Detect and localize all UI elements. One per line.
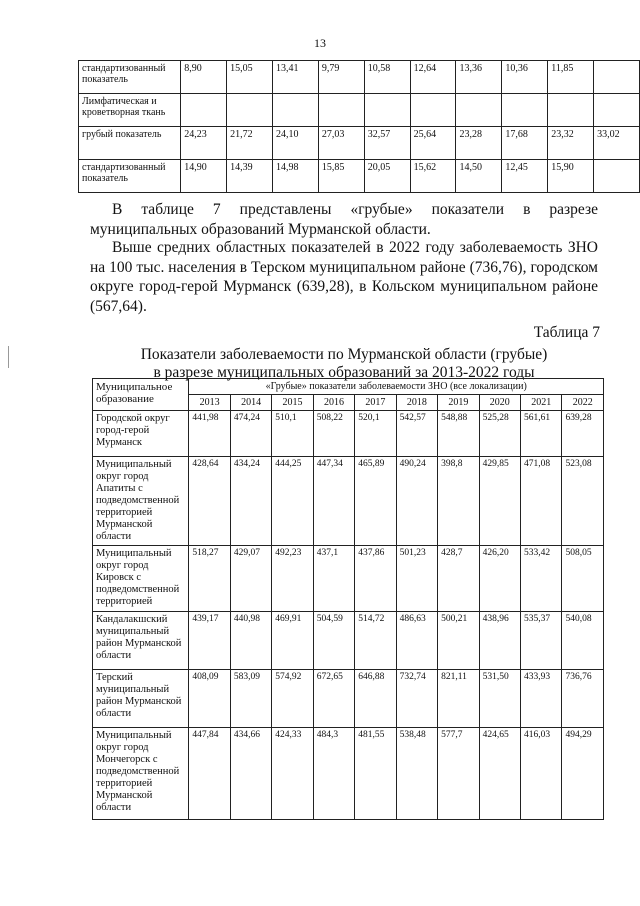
cell-value: [410, 94, 456, 127]
cell-value: [456, 94, 502, 127]
municipality-name: Терский муниципальный район Мурманской области: [93, 670, 189, 728]
table-continuation: [78, 60, 640, 193]
cell-value: 508,05: [562, 546, 604, 612]
year-header: 2018: [396, 395, 437, 411]
year-header: 2016: [313, 395, 354, 411]
municipality-name: Муниципальный округ город Апатиты с подведомственной территорией Мурманской области: [93, 457, 189, 546]
page-number: 13: [314, 36, 326, 50]
cell-value: 538,48: [396, 728, 437, 820]
cell-value: 23,28: [456, 127, 502, 160]
cell-value: 33,02: [594, 127, 640, 160]
paragraph-summary: Выше средних областных показателей в 2022 году заболеваемость ЗНО на 100 тыс. населения в Терском муниципальном районе (736,76), городском округе город-герой Мурманск (639,28), в Кольском муниципальном районе (567,64).: [90, 239, 598, 315]
cell-value: 9,79: [318, 61, 364, 94]
cell-value: 540,08: [562, 612, 604, 670]
cell-value: 424,33: [272, 728, 313, 820]
year-header: 2013: [189, 395, 230, 411]
cell-value: 561,61: [521, 411, 562, 457]
cell-value: 12,64: [410, 61, 456, 94]
cell-value: 20,05: [364, 160, 410, 193]
paragraph-intro: В таблице 7 представлены «грубые» показатели в разрезе муниципальных образований Мурманской области.: [90, 201, 598, 238]
cell-value: 32,57: [364, 127, 410, 160]
cell-value: 439,17: [189, 612, 230, 670]
row-label: стандартизованный показатель: [79, 61, 181, 94]
cell-value: 492,23: [272, 546, 313, 612]
cell-value: 14,90: [181, 160, 227, 193]
year-header: 2014: [230, 395, 271, 411]
cell-value: 501,23: [396, 546, 437, 612]
municipality-name: Муниципальный округ город Мончегорск с подведомственной территорией Мурманской области: [93, 728, 189, 820]
cell-value: 518,27: [189, 546, 230, 612]
table-row: [93, 457, 604, 546]
table-row: [93, 612, 604, 670]
municipality-name: Городской округ город-герой Мурманск: [93, 411, 189, 457]
cell-value: 398,8: [438, 457, 479, 546]
cell-value: 429,07: [230, 546, 271, 612]
cell-value: 531,50: [479, 670, 520, 728]
cell-value: [502, 94, 548, 127]
cell-value: 736,76: [562, 670, 604, 728]
cell-value: [594, 61, 640, 94]
cell-value: 523,08: [562, 457, 604, 546]
cell-value: [227, 94, 273, 127]
cell-value: 434,66: [230, 728, 271, 820]
table-title-line-1: Показатели заболеваемости по Мурманской области (грубые): [140, 346, 548, 363]
col-header-municipality: Муниципальное образование: [93, 379, 189, 411]
cell-value: 25,64: [410, 127, 456, 160]
cell-value: 490,24: [396, 457, 437, 546]
group-header: «Грубые» показатели заболеваемости ЗНО (все локализации): [189, 379, 604, 395]
margin-mark: [8, 346, 9, 368]
cell-value: 10,58: [364, 61, 410, 94]
cell-value: 583,09: [230, 670, 271, 728]
cell-value: 577,7: [438, 728, 479, 820]
cell-value: 525,28: [479, 411, 520, 457]
year-header: 2019: [438, 395, 479, 411]
cell-value: 428,7: [438, 546, 479, 612]
cell-value: 17,68: [502, 127, 548, 160]
cell-value: 542,57: [396, 411, 437, 457]
cell-value: 21,72: [227, 127, 273, 160]
cell-value: 481,55: [355, 728, 396, 820]
cell-value: 672,65: [313, 670, 354, 728]
cell-value: 732,74: [396, 670, 437, 728]
table-title: [90, 346, 598, 382]
cell-value: 494,29: [562, 728, 604, 820]
cell-value: 15,05: [227, 61, 273, 94]
table-row: [79, 61, 640, 94]
cell-value: [272, 94, 318, 127]
municipality-name: Муниципальный округ город Кировск с подведомственной территорией: [93, 546, 189, 612]
cell-value: 465,89: [355, 457, 396, 546]
cell-value: 424,65: [479, 728, 520, 820]
table-row: [79, 127, 640, 160]
year-header: 2017: [355, 395, 396, 411]
cell-value: 416,03: [521, 728, 562, 820]
cell-value: [318, 94, 364, 127]
cell-value: 10,36: [502, 61, 548, 94]
cell-value: 447,34: [313, 457, 354, 546]
year-header: 2020: [479, 395, 520, 411]
cell-value: 429,85: [479, 457, 520, 546]
cell-value: 514,72: [355, 612, 396, 670]
cell-value: 474,24: [230, 411, 271, 457]
cell-value: 15,62: [410, 160, 456, 193]
cell-value: 13,41: [272, 61, 318, 94]
table-row: [93, 728, 604, 820]
cell-value: 535,37: [521, 612, 562, 670]
cell-value: 441,98: [189, 411, 230, 457]
cell-value: 437,1: [313, 546, 354, 612]
cell-value: 438,96: [479, 612, 520, 670]
cell-value: [594, 94, 640, 127]
cell-value: 24,10: [272, 127, 318, 160]
cell-value: 548,88: [438, 411, 479, 457]
cell-value: 486,63: [396, 612, 437, 670]
cell-value: 484,3: [313, 728, 354, 820]
cell-value: [594, 160, 640, 193]
year-header: 2015: [272, 395, 313, 411]
cell-value: 437,86: [355, 546, 396, 612]
row-label: стандартизованный показатель: [79, 160, 181, 193]
cell-value: 646,88: [355, 670, 396, 728]
cell-value: 8,90: [181, 61, 227, 94]
cell-value: 23,32: [548, 127, 594, 160]
table-row: [93, 670, 604, 728]
cell-value: 11,85: [548, 61, 594, 94]
row-label: Лимфатическая и кроветворная ткань: [79, 94, 181, 127]
cell-value: [181, 94, 227, 127]
table-row: [93, 411, 604, 457]
cell-value: 504,59: [313, 612, 354, 670]
cell-value: 433,93: [521, 670, 562, 728]
cell-value: 27,03: [318, 127, 364, 160]
municipality-name: Кандалакшский муниципальный район Мурманской области: [93, 612, 189, 670]
cell-value: 14,98: [272, 160, 318, 193]
table-title-line-2: в разрезе муниципальных образований за 2013-2022 годы: [153, 364, 535, 381]
cell-value: 510,1: [272, 411, 313, 457]
table-7: [92, 378, 604, 820]
cell-value: 469,91: [272, 612, 313, 670]
cell-value: 639,28: [562, 411, 604, 457]
cell-value: 500,21: [438, 612, 479, 670]
cell-value: 434,24: [230, 457, 271, 546]
year-header: 2022: [562, 395, 604, 411]
cell-value: 13,36: [456, 61, 502, 94]
cell-value: 508,22: [313, 411, 354, 457]
table-row: [79, 94, 640, 127]
cell-value: 821,11: [438, 670, 479, 728]
cell-value: [548, 94, 594, 127]
cell-value: 14,39: [227, 160, 273, 193]
row-label: грубый показатель: [79, 127, 181, 160]
cell-value: 15,85: [318, 160, 364, 193]
cell-value: [364, 94, 410, 127]
year-header: 2021: [521, 395, 562, 411]
cell-value: 12,45: [502, 160, 548, 193]
cell-value: 408,09: [189, 670, 230, 728]
cell-value: 15,90: [548, 160, 594, 193]
table-row: [93, 546, 604, 612]
cell-value: 14,50: [456, 160, 502, 193]
cell-value: 428,64: [189, 457, 230, 546]
cell-value: 533,42: [521, 546, 562, 612]
cell-value: 471,08: [521, 457, 562, 546]
cell-value: 24,23: [181, 127, 227, 160]
cell-value: 574,92: [272, 670, 313, 728]
table-row: [79, 160, 640, 193]
table-caption: Таблица 7: [533, 324, 600, 341]
cell-value: 426,20: [479, 546, 520, 612]
cell-value: 520,1: [355, 411, 396, 457]
cell-value: 440,98: [230, 612, 271, 670]
cell-value: 444,25: [272, 457, 313, 546]
cell-value: 447,84: [189, 728, 230, 820]
